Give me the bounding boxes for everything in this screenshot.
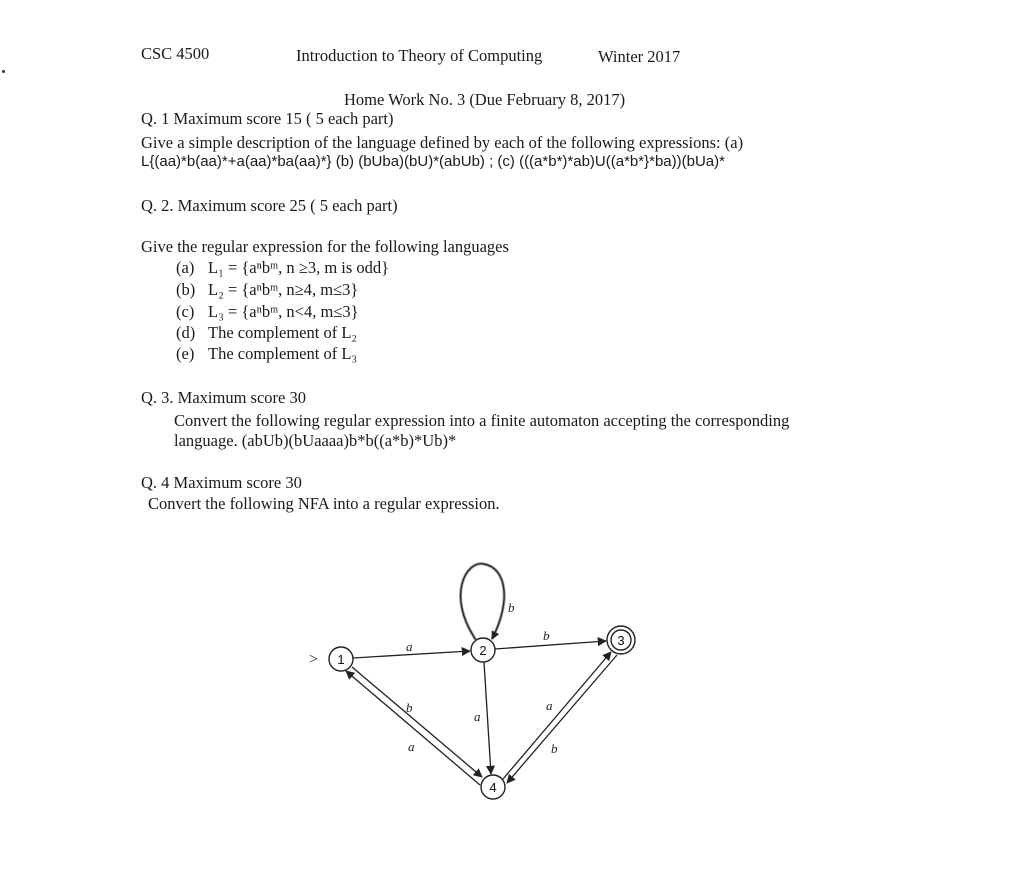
q2-item-text: L₁ = {aⁿbᵐ, n ≥3, m is odd} — [208, 258, 390, 277]
edge-3-4-label: a — [546, 698, 553, 713]
q3-heading: Q. 3. Maximum score 30 — [141, 388, 306, 407]
state-3-label: 3 — [617, 633, 625, 648]
q2-item-label: (d) — [176, 323, 196, 342]
q2-item-label: (a) — [176, 258, 195, 277]
edge-2-4-label: a — [474, 709, 481, 724]
state-2-label: 2 — [479, 643, 487, 658]
q2-intro: Give the regular expression for the following languages — [141, 237, 509, 256]
edge-4-3-label: b — [551, 741, 558, 756]
edge-2-loop-label: b — [508, 600, 515, 615]
q2-item-label: (e) — [176, 344, 195, 363]
q2-item-label: (c) — [176, 302, 195, 321]
edge-4-1 — [346, 671, 480, 785]
state-1-label: 1 — [337, 652, 345, 667]
state-4-label: 4 — [489, 780, 497, 795]
course-title: Introduction to Theory of Computing — [296, 46, 543, 65]
q2-item-text: L₃ = {aⁿbᵐ, n<4, m≤3} — [208, 302, 359, 321]
q2-item-text: The complement of L₂ — [208, 323, 358, 342]
q2-heading: Q. 2. Maximum score 25 ( 5 each part) — [141, 196, 398, 215]
q2-item-text: L₂ = {aⁿbᵐ, n≥4, m≤3} — [208, 280, 359, 299]
course-code: CSC 4500 — [141, 44, 210, 63]
q2-item-text: The complement of L₃ — [208, 344, 358, 363]
q4-heading: Q. 4 Maximum score 30 — [141, 473, 302, 492]
edge-1-2-label: a — [406, 639, 413, 654]
term: Winter 2017 — [598, 47, 681, 66]
homework-title: Home Work No. 3 (Due February 8, 2017) — [344, 90, 626, 109]
q2-item-label: (b) — [176, 280, 196, 299]
q4-line1: Convert the following NFA into a regular expression. — [148, 494, 500, 513]
edge-1-4 — [352, 667, 482, 777]
edge-4-1-label: a — [408, 739, 415, 754]
edge-2-3 — [495, 641, 606, 649]
q1-heading: Q. 1 Maximum score 15 ( 5 each part) — [141, 109, 394, 128]
edge-2-loop-shadow — [461, 564, 505, 640]
edge-1-4-label: b — [406, 700, 413, 715]
q3-line1: Convert the following regular expression into a finite automaton accepting the corresponding — [174, 411, 790, 430]
q1-line1: Give a simple description of the language defined by each of the following expressions: (a) — [141, 133, 744, 152]
edge-3-4 — [507, 655, 617, 783]
edge-4-3 — [503, 652, 611, 779]
start-marker: > — [309, 651, 319, 668]
edge-2-4 — [484, 662, 491, 774]
edge-2-3-label: b — [543, 628, 550, 643]
q3-line2: language. (abUb)(bUaaaa)b*b((a*b)*Ub)* — [174, 431, 457, 450]
q1-line2: L{(aa)*b(aa)*+a(aa)*ba(aa)*} (b) (bUba)(bU)*(abUb) ; (c) (((a*b*)*ab)U((a*b*}*ba))(bUa)* — [141, 153, 725, 170]
